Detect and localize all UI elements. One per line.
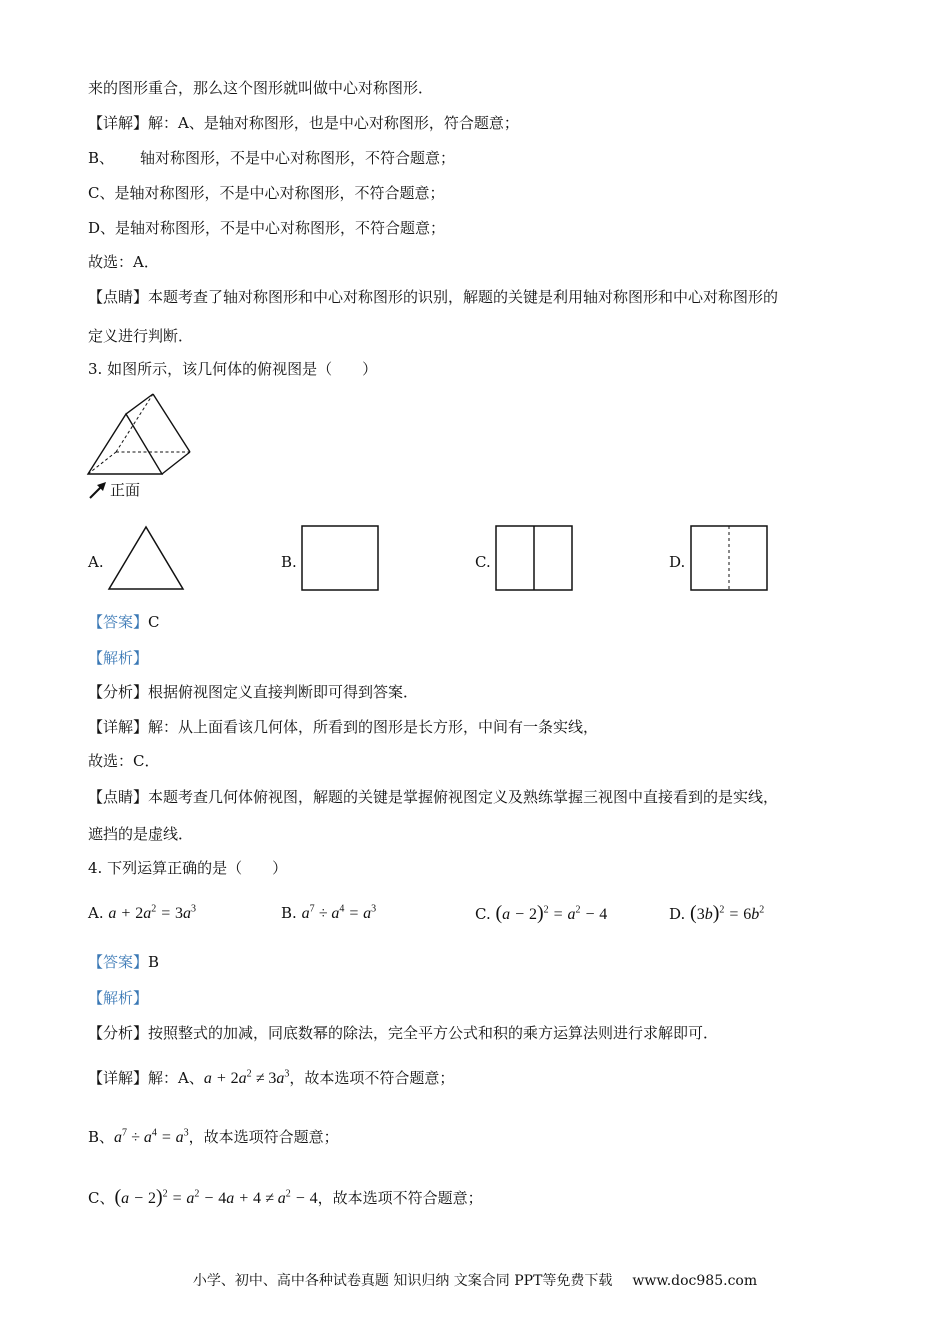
text-line: 遮挡的是虚线． [88,825,194,843]
option-c-formula: $(a - 2)^2 = a^2 - 4$ [495,902,608,924]
option-a-label: A. [88,904,104,922]
detail-prefix: 【详解】解：A、 [88,1069,204,1087]
option-d-label: D. [669,905,686,923]
text-line: 故选：C． [88,752,160,770]
option-d [669,903,764,925]
answer-value: B [148,953,160,971]
footer-site-link[interactable]: www.doc985.com [632,1273,758,1289]
arrow-icon [88,480,108,500]
text-line: 【分析】按照整式的加减，同底数幂的除法，完全平方公式和积的乘方运算法则进行求解即可． [88,1024,719,1042]
option-a-triangle [107,525,185,591]
text-line: 定义进行判断． [88,327,194,345]
text-line: 故选：A． [88,253,159,271]
text-line: C、是轴对称图形，不是中心对称图形，不符合题意； [88,184,445,202]
answer-line [88,612,160,632]
question-4-stem: 4. 下列运算正确的是（ ） [88,859,288,877]
text-line: 【分析】根据俯视图定义直接判断即可得到答案． [88,683,419,701]
analysis-tag: 【解析】 [88,649,149,667]
answer-tag: 【答案】 [88,613,149,631]
answer-tag: 【答案】 [88,953,149,971]
option-d-formula: $(3b)^2 = 6b^2$ [690,902,765,924]
page-footer [0,1270,950,1290]
detail-prefix: B、 [88,1128,115,1146]
text-line [88,1068,454,1089]
footer-text: 小学、初中、高中各种试卷真题 知识归纳 文案合同 PPT等免费下载 [192,1273,613,1289]
detail-suffix: ，故本选项不符合题意； [289,1069,455,1087]
option-b-formula: $a^7 \div a^4 = a^3$ [301,903,377,922]
analysis-tag: 【解析】 [88,989,149,1007]
option-c [475,903,607,925]
option-d-label: D. [669,553,686,571]
text-line: 【点睛】本题考查了轴对称图形和中心对称图形的识别，解题的关键是利用轴对称图形和中心对称图形的 [88,288,779,306]
option-c-label: C. [475,553,491,571]
option-b-rectangle [301,525,379,591]
option-a-label: A. [88,553,104,571]
option-a [88,903,196,924]
answer-line [88,952,159,972]
option-prefix: B、 [88,149,115,167]
text-line: 【详解】解：A、是轴对称图形，也是中心对称图形，符合题意； [88,114,519,132]
option-b-label: B. [281,904,297,922]
text-line: D、是轴对称图形，不是中心对称图形，不符合题意； [88,219,446,237]
detail-suffix: ，故本选项符合题意； [188,1128,339,1146]
option-d-rectangle-dashed-line [690,525,768,591]
text-line: 【详解】解：从上面看该几何体，所看到的图形是长方形，中间有一条实线， [88,718,599,736]
answer-value: C [148,613,160,631]
detail-a-formula: $a + 2a^2 \ne 3a^3$ [203,1068,290,1087]
front-label: 正面 [110,481,141,499]
option-c-label: C. [475,905,491,923]
text-line: 【点睛】本题考查几何体俯视图，解题的关键是掌握俯视图定义及熟练掌握三视图中直接看到的是实线， [88,788,779,806]
option-a-formula: $a + 2a^2 = 3a^3$ [108,903,196,922]
question-3-stem: 3. 如图所示，该几何体的俯视图是（ ） [88,360,378,378]
text-line: 来的图形重合，那么这个图形就叫做中心对称图形． [88,79,434,97]
option-c-rectangle-solid-line [495,525,573,591]
option-b-label: B. [281,553,297,571]
text-line [88,1187,483,1209]
detail-prefix: C、 [88,1189,115,1207]
detail-b-formula: $a^7 \div a^4 = a^3$ [114,1127,189,1146]
text-line [88,148,455,168]
triangular-prism-figure [86,390,196,480]
detail-c-formula: $(a - 2)^2 = a^2 - 4a + 4 \ne a^2 - 4$ [114,1186,318,1208]
detail-suffix: ，故本选项不符合题意； [317,1189,483,1207]
text-line [88,1127,339,1148]
option-b [281,903,376,924]
option-text: 轴对称图形，不是中心对称图形，不符合题意； [140,149,456,167]
